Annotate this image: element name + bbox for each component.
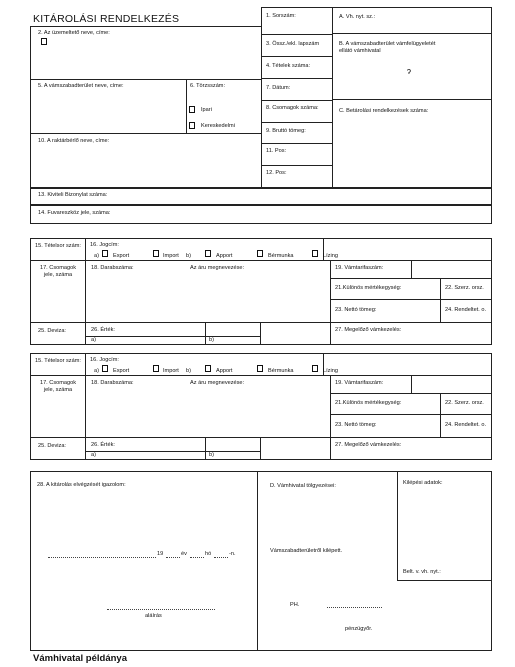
field-a-label: A. Vh. nyt. sz.: [339,14,376,20]
copy-footer: Vámhivatal példánya [33,653,127,664]
penzugyor-label: pénzügyőr. [345,626,373,632]
field-6-label: 6. Törzsszám: [190,83,226,89]
item2-field-21: 21.Különös mértékegység: [335,400,402,406]
ipari-checkbox[interactable] [189,106,195,113]
item1-field-15: 15. Tételsor szám: [35,243,81,249]
item2-field-15: 15. Tételsor szám: [35,358,81,364]
item1-export: Export [113,253,130,259]
item2-field-27: 27. Megelőző vámkezelés: [335,442,402,448]
item2-a: a) [94,368,99,374]
item2-field-23: 23. Nettó tömeg: [335,422,377,428]
item1-field-26: 26. Érték: [91,327,115,333]
field-8-label: 8. Csomagok száma: [266,105,319,111]
year-label: 19 [157,551,164,557]
field-13-label: 13. Kiviteli Bizonylat száma: [38,192,108,198]
item1-field-22: 22. Szerz. orsz. [445,285,484,291]
ph-dots [327,607,382,608]
item2-field-22: 22. Szerz. orsz. [445,400,484,406]
item2-bermunka: Bérmunka [268,368,294,374]
item1-field-19: 19. Vámtarifaszám: [335,265,384,271]
item1-field-24: 24. Rendeltet. o. [445,307,487,313]
item1-export-checkbox[interactable] [102,250,108,257]
item2-field-24: 24. Rendeltet. o. [445,422,487,428]
field-b-label: B. A vámszabadterület vámfelügyeletét ellátó vámhivatal [339,41,436,54]
item2-export: Export [113,368,130,374]
item1-import-checkbox[interactable] [153,250,159,257]
item2-lizing-checkbox[interactable] [312,365,318,372]
item1-field-23: 23. Nettó tömeg: [335,307,377,313]
field-28-label: 28. A kitárolás elvégzését igazolom: [37,482,126,488]
item1-bermunka: Bérmunka [268,253,294,259]
belt-label: Belt. v. vh. nyt.: [403,569,441,575]
field-2-label: 2. Az üzemeltető neve, címe: [38,30,110,36]
field-14-label: 14. Fuvareszköz jele, száma: [38,210,111,216]
form-title: KITÁROLÁSI RENDELKEZÉS [33,13,180,25]
field-d-label: D. Vámhivatal tölgyezései: [270,483,336,489]
ipari-label: Ipari [201,107,212,113]
field-9-label: 9. Bruttó tömeg: [266,128,306,134]
item2-import-checkbox[interactable] [153,365,159,372]
field-10-label: 10. A raktárbérlő neve, címe: [38,138,110,144]
item1-lizing-checkbox[interactable] [312,250,318,257]
item1-field-21: 21.Különös mértékegység: [335,285,402,291]
item1-field-18: 18. Darabszáma: [91,265,134,271]
item2-import: Import [163,368,179,374]
ho-label: hó [205,551,212,557]
item1-bermunka-checkbox[interactable] [257,250,263,257]
ev-label: év [181,551,187,557]
item1-field-27: 27. Megelőző vámkezelés: [335,327,402,333]
field-5-label: 5. A vámszabadterület neve, címe: [38,83,124,89]
item2-field-19: 19. Vámtarifaszám: [335,380,384,386]
top-left-frame [30,26,262,188]
item1-apport-checkbox[interactable] [205,250,211,257]
customs-frame [257,471,492,651]
item2-field-16: 16. Jogcím: [90,357,119,363]
field-2-checkbox[interactable] [41,38,47,45]
item1-field-26a: a) [91,337,96,343]
vamszabad-label: Vámszabadterületről kilépett. [270,548,343,554]
item2-field-25: 25. Deviza: [38,443,66,449]
field-4-label: 4. Tételek száma: [266,63,311,69]
kilepesi-label: Kilépési adatok: [403,480,443,486]
item1-b: b) [186,253,191,259]
item2-apport: Apport [216,368,233,374]
place-dots [48,557,156,558]
n-label: -n. [229,551,236,557]
ph-label: PH. [290,602,300,608]
item2-field-18: 18. Darabszáma: [91,380,134,386]
item1-field-17: 17. Csomagok jele, száma [39,265,77,278]
field-11-label: 11. Pos: [266,148,287,154]
certification-frame [30,471,258,651]
item2-b: b) [186,368,191,374]
item2-lizing: Lízing [323,368,338,374]
item1-field-25: 25. Deviza: [38,328,66,334]
item2-field-26: 26. Érték: [91,442,115,448]
signature-dots [107,609,215,610]
field-c-label: C. Betárolási rendelkezések száma: [339,108,429,114]
item1-field-26b: b) [209,337,214,343]
item1-apport: Apport [216,253,233,259]
field-7-label: 7. Dátum: [266,85,291,91]
item2-bermunka-checkbox[interactable] [257,365,263,372]
item1-field-16: 16. Jogcím: [90,242,119,248]
item2-field-26a: a) [91,452,96,458]
kereskedelmi-checkbox[interactable] [189,122,195,129]
alairas-label: aláírás [145,613,162,619]
field-3-label: 3. Össz./ekl. lapszám [266,41,320,47]
item1-lizing: Lízing [323,253,338,259]
item2-field-17: 17. Csomagok jele, száma [39,380,77,393]
item2-field-26b: b) [209,452,214,458]
item2-desc: Az áru megnevezése: [190,380,245,386]
field-1-label: 1. Sorszám: [266,13,296,19]
field-12-label: 12. Pos: [266,170,287,176]
kereskedelmi-label: Kereskedelmi [201,123,235,129]
item1-import: Import [163,253,179,259]
item1-desc: Az áru megnevezése: [190,265,245,271]
item2-export-checkbox[interactable] [102,365,108,372]
item1-a: a) [94,253,99,259]
mark: ɂ [407,66,412,76]
item2-apport-checkbox[interactable] [205,365,211,372]
